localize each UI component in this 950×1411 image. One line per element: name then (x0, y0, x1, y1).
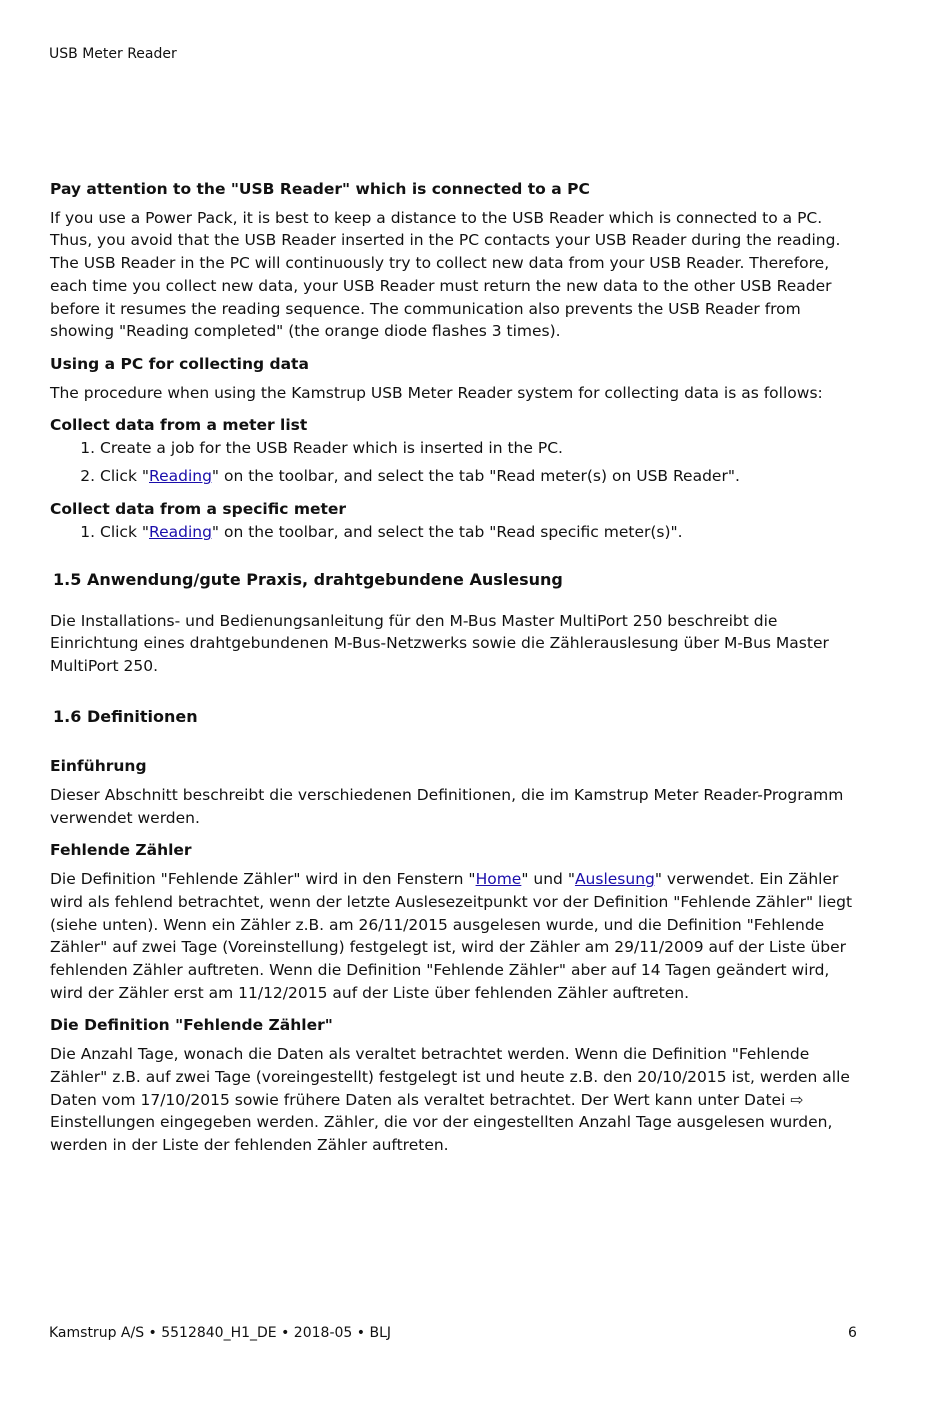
paragraph-text: " verwendet. Ein Zähler wird als fehlend betrachtet, wenn der letzte Auslesezeitpunkt vor der Definition "Fehlende Zähler" liegt (siehe unten). Wenn ein Zähler z.B. am 26/11/2015 ausgelesen wurde, und die Definition "Fehlende Zähler" auf zwei Tage (Voreinstellung) festgelegt ist, wird der Zähler am 29/11/2009 auf der Liste über fehlenden Zähler auftreten. Wenn die Definition "Fehlende Zähler" aber auf 14 Tagen geändert wird, wird der Zähler erst am 11/12/2015 auf der Liste über fehlenden Zähler auftreten. (50, 870, 853, 1002)
step-text: Click " (100, 466, 149, 485)
reading-link[interactable]: Reading (149, 466, 212, 485)
paragraph-text: Einstellungen eingegeben werden. Zähler, die vor der eingestellten Anzahl Tage ausgelesen wurden, werden in der Liste der fehlenden Zähler auftreten. (50, 1113, 833, 1154)
usb-reader-pc-paragraph: If you use a Power Pack, it is best to keep a distance to the USB Reader which is connected to a PC. Thus, you avoid that the USB Reader inserted in the PC contacts your USB Reader during the reading. The USB Reader in the PC will continuously try to collect new data from your USB Reader. Therefore, each time you collect new data, your USB Reader must return the new data to the other USB Reader before it resumes the reading sequence. The communication also prevents the USB Reader from showing "Reading completed" (the orange diode flashes 3 times). (50, 208, 841, 341)
multiport-paragraph: Die Installations- und Bedienungsanleitung für den M-Bus Master MultiPort 250 beschreibt die Einrichtung eines drahtgebundenen M-Bus-Netzwerks sowie die Zählerauslesung über M-Bus Master MultiPort 250. (50, 611, 829, 675)
einfuehrung-heading: Einführung (50, 757, 147, 776)
paragraph-text: " und " (521, 870, 575, 889)
home-link[interactable]: Home (475, 870, 522, 889)
section-title: Definitionen (87, 706, 198, 726)
paragraph-text: Die Anzahl Tage, wonach die Daten als veraltet betrachtet werden. Wenn die Definition "Fehlende Zähler" z.B. auf zwei Tage (voreingestellt) festgelegt ist und heute z.B. den 20/10/2015 ist, werden alle Daten vom 17/10/2015 sowie frühere Daten als veraltet betrachtet. Der Wert kann unter Datei (50, 1045, 850, 1109)
definition-paragraph (50, 1043, 860, 1157)
reading-link[interactable]: Reading (149, 523, 212, 542)
step-text: Create a job for the USB Reader which is inserted in the PC. (100, 439, 563, 458)
using-pc-paragraph: The procedure when using the Kamstrup USB Meter Reader system for collecting data is as follows: (50, 383, 823, 402)
fehlende-zaehler-heading: Fehlende Zähler (50, 841, 192, 860)
meter-list-heading: Collect data from a meter list (50, 416, 308, 435)
paragraph-text: Die Definition "Fehlende Zähler" wird in den Fenstern " (50, 870, 476, 889)
list-item (100, 465, 860, 488)
section-number: 1.6 (53, 706, 82, 726)
definition-heading: Die Definition "Fehlende Zähler" (50, 1016, 333, 1035)
usb-reader-pc-heading: Pay attention to the "USB Reader" which is connected to a PC (50, 180, 590, 198)
footer-document-info: Kamstrup A/S • 5512840_H1_DE • 2018-05 • BLJ (49, 1325, 391, 1341)
auslesung-link[interactable]: Auslesung (574, 870, 655, 889)
document-body (50, 178, 860, 1157)
step-text: Click " (100, 523, 149, 542)
page-number: 6 (848, 1325, 857, 1341)
section-heading-1-6 (50, 706, 860, 729)
einfuehrung-paragraph: Dieser Abschnitt beschreibt die verschiedenen Definitionen, die im Kamstrup Meter Reader-Programm verwendet werden. (50, 786, 844, 827)
list-item (100, 521, 860, 544)
meter-list-steps (50, 437, 860, 487)
running-header: USB Meter Reader (49, 46, 177, 62)
specific-meter-steps (50, 521, 860, 544)
list-item (100, 437, 860, 460)
step-text: " on the toolbar, and select the tab "Read specific meter(s)". (211, 523, 683, 542)
using-pc-heading: Using a PC for collecting data (50, 354, 309, 373)
fehlende-zaehler-paragraph (50, 868, 860, 1004)
step-text: " on the toolbar, and select the tab "Read meter(s) on USB Reader". (211, 466, 740, 485)
specific-meter-heading: Collect data from a specific meter (50, 500, 347, 519)
arrow-right-icon: ⇨ (790, 1090, 804, 1109)
section-heading-1-5 (50, 569, 860, 592)
section-number: 1.5 (53, 569, 82, 589)
section-title: Anwendung/gute Praxis, drahtgebundene Auslesung (87, 569, 563, 589)
